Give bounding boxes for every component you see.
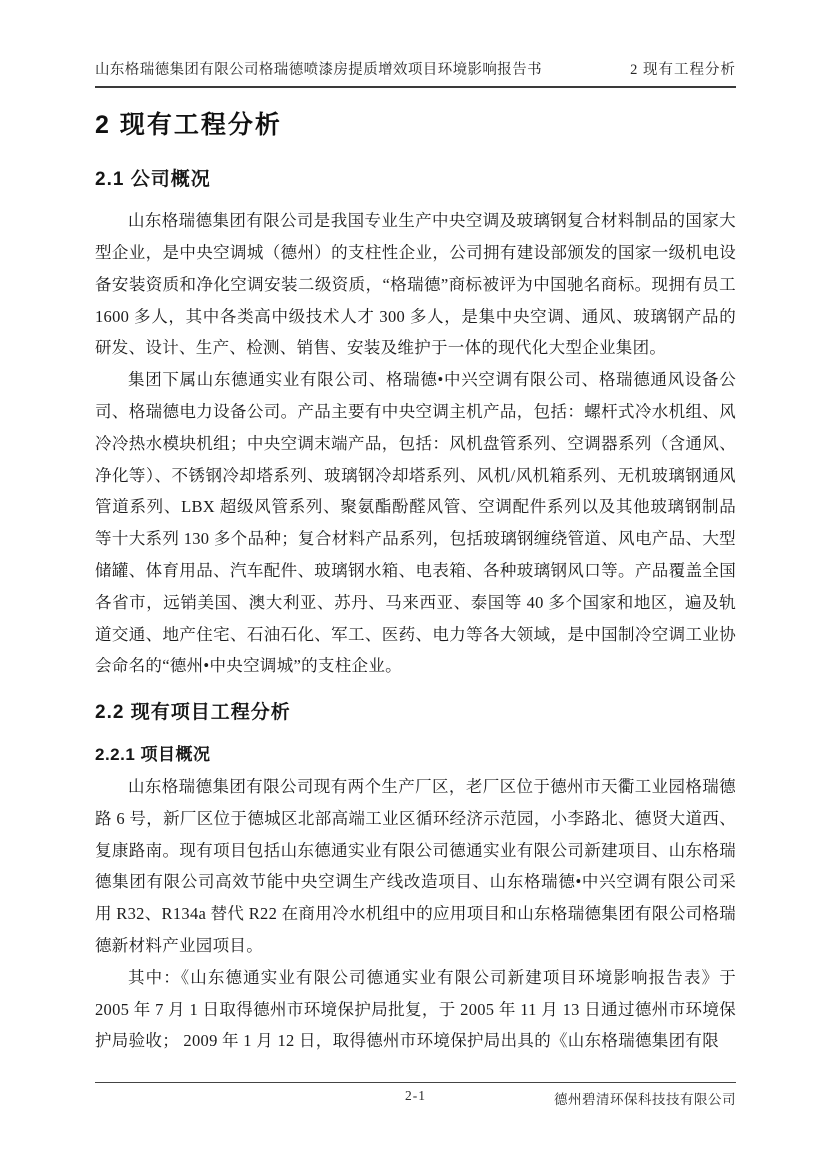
- page-header: [95, 58, 736, 88]
- header-chapter-label: 2 现有工程分析: [630, 62, 736, 78]
- chapter-heading: 2 现有工程分析: [95, 111, 282, 139]
- header-report-title: 山东格瑞德集团有限公司格瑞德喷漆房提质增效项目环境影响报告书: [95, 62, 542, 78]
- page-content: [95, 101, 736, 1057]
- section-heading-2-1: 2.1 公司概况: [95, 168, 211, 190]
- section-heading-2-2: 2.2 现有项目工程分析: [95, 702, 291, 724]
- paragraph-approval-history: 其中：《山东德通实业有限公司德通实业有限公司新建项目环境影响报告表》于 2005 年 7 月 1 日取得德州市环境保护局批复，于 2005 年 11 月 13 日通过德州市环境保护局验收； 2009 年 1 月 12 日，取得德州市环境保护局出具的《山东格瑞德集团有限: [95, 967, 736, 1051]
- subsection-heading-2-2-1: 2.2.1 项目概况: [95, 744, 211, 764]
- page-footer: [95, 1082, 736, 1113]
- paragraph-company-overview-1: 山东格瑞德集团有限公司是我国专业生产中央空调及玻璃钢复合材料制品的国家大型企业，是中央空调城（德州）的支柱性企业，公司拥有建设部颁发的国家一级机电设备安装资质和净化空调安装二级资质，“格瑞德”商标被评为中国驰名商标。现拥有员工 1600 多人，其中各类高中级技术人才 300 多人，是集中央空调、通风、玻璃钢产品的研发、设计、生产、检测、销售、安装及维护于一体的现代化大型企业集团。: [95, 211, 736, 358]
- paragraph-company-overview-2: 集团下属山东德通实业有限公司、格瑞德•中兴空调有限公司、格瑞德通风设备公司、格瑞德电力设备公司。产品主要有中央空调主机产品，包括：螺杆式冷水机组、风冷冷热水模块机组；中央空调末端产品，包括：风机盘管系列、空调器系列（含通风、净化等）、不锈钢冷却塔系列、玻璃钢冷却塔系列、风机/风机箱系列、无机玻璃钢通风管道系列、LBX 超级风管系列、聚氨酯酚醛风管、空调配件系列以及其他玻璃钢制品等十大系列 130 多个品种；复合材料产品系列，包括玻璃钢缠绕管道、风电产品、大型储罐、体育用品、汽车配件、玻璃钢水箱、电表箱、各种玻璃钢风口等。产品覆盖全国各省市，远销美国、澳大利亚、苏丹、马来西亚、泰国等 40 多个国家和地区，遍及轨道交通、地产住宅、石油石化、军工、医药、电力等各大领域，是中国制冷空调工业协会命名的“德州•中央空调城”的支柱企业。: [95, 370, 736, 676]
- page-number: 2-1: [405, 1088, 426, 1103]
- footer-company-name: 德州碧清环保科技技有限公司: [554, 1092, 736, 1107]
- paragraph-project-overview: 山东格瑞德集团有限公司现有两个生产厂区，老厂区位于德州市天衢工业园格瑞德路 6 号，新厂区位于德城区北部高端工业区循环经济示范园，小李路北、德贤大道西、复康路南。现有项目包括山东德通实业有限公司德通实业有限公司新建项目、山东格瑞德集团有限公司高效节能中央空调生产线改造项目、山东格瑞德•中兴空调有限公司采用 R32、R134a 替代 R22 在商用冷水机组中的应用项目和山东格瑞德集团有限公司格瑞德新材料产业园项目。: [95, 777, 736, 956]
